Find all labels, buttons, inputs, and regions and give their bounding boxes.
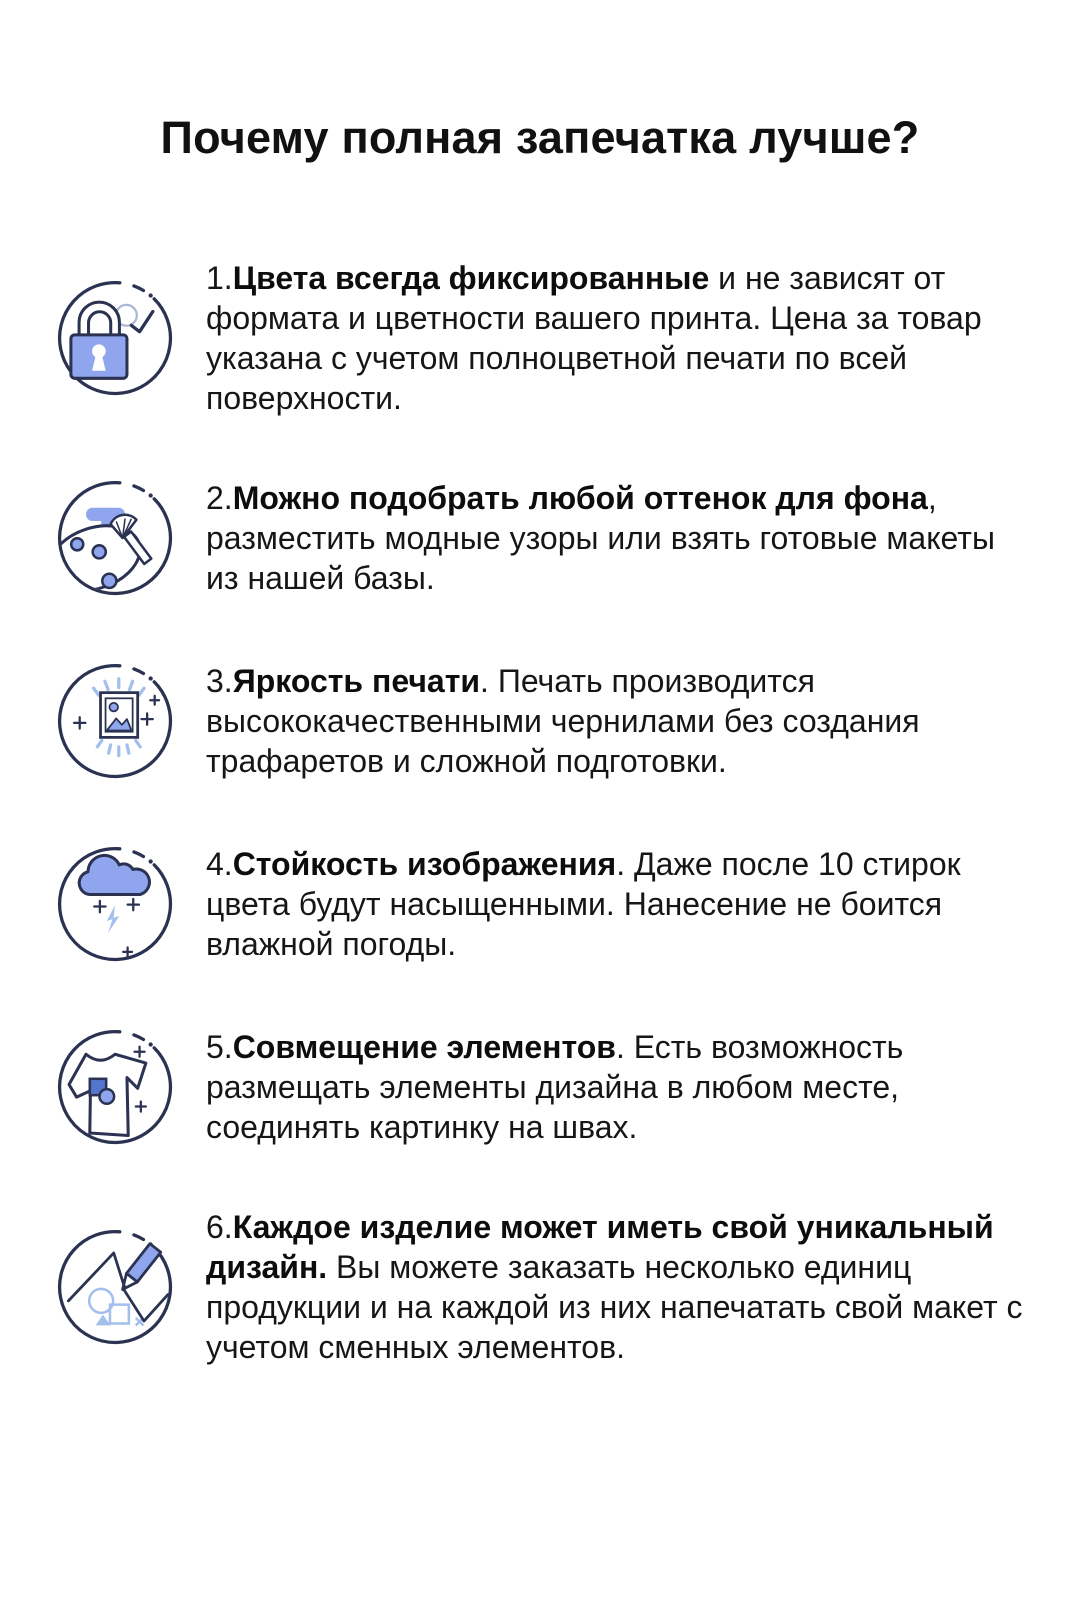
benefit-body: . Есть возможность размещать элементы дизайна в любом месте, соединять картинку на швах.: [206, 1029, 904, 1145]
benefit-heading: Каждое изделие может иметь свой уникальный дизайн.: [206, 1209, 994, 1285]
benefit-body: . Даже после 10 стирок цвета будут насыщенными. Нанесение не боится влажной погоды.: [206, 846, 961, 962]
benefit-heading: Цвета всегда фиксированные: [232, 260, 710, 296]
benefit-body: Вы можете заказать несколько единиц продукции и на каждой из них напечатать свой макет с учетом сменных элементов.: [206, 1249, 1023, 1365]
benefit-item-1: [52, 258, 1040, 418]
storm-cloud-icon: [52, 841, 178, 967]
benefit-text: [206, 478, 1026, 598]
benefit-item-5: [52, 1024, 1040, 1150]
benefit-item-2: [52, 475, 1040, 601]
bright-image-icon: [52, 658, 178, 784]
benefit-number: 3.: [206, 663, 233, 699]
benefit-text: [206, 661, 1026, 781]
benefit-heading: Стойкость изображения: [232, 846, 617, 882]
benefit-number: 2.: [206, 480, 233, 516]
benefits-list: [0, 258, 1080, 1367]
page-title: Почему полная запечатка лучше?: [160, 112, 920, 163]
benefit-number: 4.: [206, 846, 233, 882]
benefit-heading: Яркость печати: [232, 663, 481, 699]
benefit-number: 6.: [206, 1209, 233, 1245]
benefit-text: [206, 1207, 1026, 1367]
benefit-text: [206, 1027, 1026, 1147]
benefit-body: . Печать производится высококачественными чернилами без создания трафаретов и сложной подготовки.: [206, 663, 920, 779]
benefit-item-3: [52, 658, 1040, 784]
benefit-number: 5.: [206, 1029, 233, 1065]
benefit-body: и не зависят от формата и цветности вашего принта. Цена за товар указана с учетом полноцветной печати по всей поверхности.: [206, 260, 982, 416]
benefit-number: 1.: [206, 260, 233, 296]
benefit-item-6: [52, 1207, 1040, 1367]
benefit-heading: Совмещение элементов: [232, 1029, 616, 1065]
benefit-heading: Можно подобрать любой оттенок для фона: [232, 480, 928, 516]
benefit-body: , разместить модные узоры или взять готовые макеты из нашей базы.: [206, 480, 995, 596]
palette-brush-icon: [52, 475, 178, 601]
pencil-sketch-icon: [52, 1224, 178, 1350]
benefit-item-4: [52, 841, 1040, 967]
lock-check-icon: [52, 275, 178, 401]
benefit-text: [206, 844, 1026, 964]
tshirt-elements-icon: [52, 1024, 178, 1150]
benefit-text: [206, 258, 1026, 418]
